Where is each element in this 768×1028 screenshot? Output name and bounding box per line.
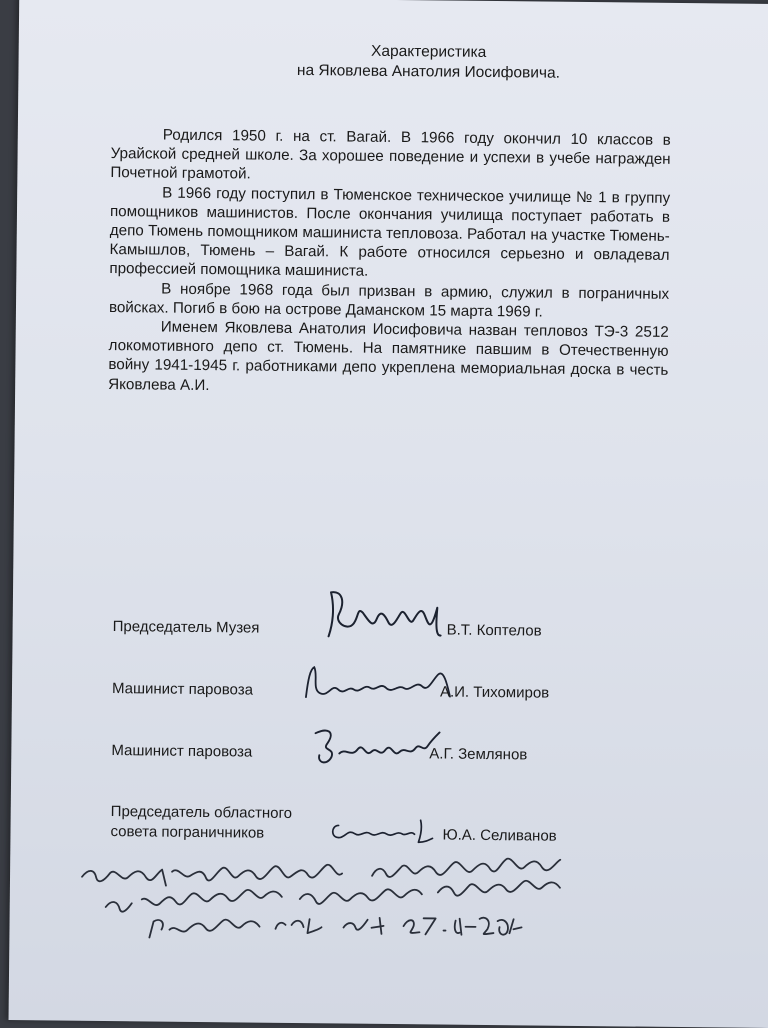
signature-role-line-1: Председатель областного	[110, 803, 293, 822]
signature-role: Машинист паровоза	[111, 680, 254, 699]
body-paragraph: Именем Яковлева Анатолия Иосифовича назван тепловоз ТЭ-3 2512 локомотивного депо ст. Тюмень. На памятнике павшим в Отечественную войну 1941-1945 г. работниками депо укреплена мемориальная доска в честь Яковлева А.И.	[108, 318, 669, 394]
signature-name: А.Г. Землянов	[429, 745, 528, 764]
handwritten-signature-selivanov	[326, 811, 436, 848]
signature-role: Председатель Музея	[112, 618, 260, 637]
handwritten-signature-koptelov	[312, 584, 463, 646]
signature-name: А.И. Тихомиров	[439, 683, 550, 702]
body-paragraph: В 1966 году поступил в Тюменское техническое училище № 1 в группу помощников машинистов. После окончания училища поступает работать в депо Тюмень помощником машиниста тепловоза. Работал на участке Тюмень-Камышлов, Тюмень – Вагай. К работе относился серьезно и овладевал профессией помощника машиниста.	[109, 184, 671, 281]
signature-role: Машинист паровоза	[111, 742, 253, 761]
handwritten-signature-tikhomirov	[298, 659, 459, 711]
handwritten-signature-zemlyanov	[305, 721, 446, 772]
signature-role-line-2: совета пограничников	[110, 823, 265, 842]
title-line-2: на Яковлева Анатолия Иосифовича.	[296, 61, 561, 82]
document-body	[108, 125, 671, 400]
signature-name: Ю.А. Селиванов	[442, 826, 557, 845]
body-paragraph: В ноябре 1968 года был призван в армию, служил в пограничных войсках. Погиб в бою на острове Даманском 15 марта 1969 г.	[108, 280, 670, 321]
body-paragraph: Родился 1950 г. на ст. Вагай. В 1966 году окончил 10 классов в Урайской средней школе. За хорошее поведение и успехи в учебе награжден Почетной грамотой.	[110, 126, 671, 183]
title-line-1: Характеристика	[370, 42, 487, 61]
signature-name: В.Т. Коптелов	[446, 621, 542, 640]
document-title	[18, 38, 768, 86]
document-page	[9, 0, 768, 1028]
